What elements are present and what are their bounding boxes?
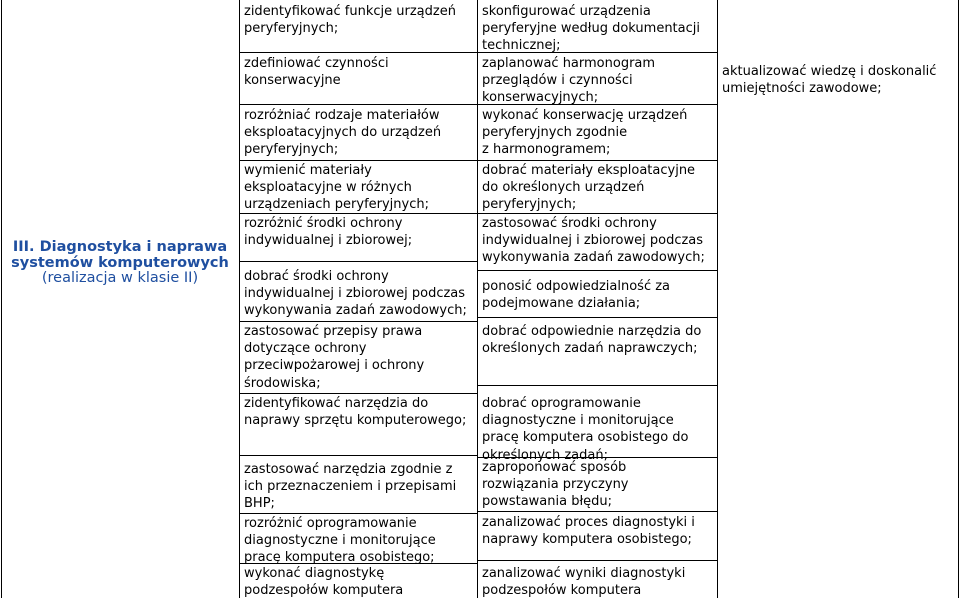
- knowledge-item: zdefiniować czynności konserwacyjne: [244, 56, 389, 89]
- row-divider: [239, 104, 477, 105]
- knowledge-item: wykonać diagnostykę podzespołów komputera: [244, 566, 404, 599]
- skill-item: dobrać materiały eksploatacyjne do określonych urządzeń peryferyjnych;: [482, 163, 696, 213]
- row-divider: [477, 385, 717, 386]
- row-divider: [239, 393, 477, 394]
- row-divider: [239, 321, 477, 322]
- row-divider: [239, 261, 477, 262]
- skill-item: ponosić odpowiedzialność za podejmowane działania;: [482, 279, 671, 312]
- knowledge-item: rozróżniać rodzaje materiałów eksploatacyjnych do urządzeń peryferyjnych;: [244, 108, 442, 158]
- row-divider: [239, 513, 477, 514]
- knowledge-item: zidentyfikować funkcje urządzeń peryferyjnych;: [244, 4, 456, 37]
- skill-item: zanalizować proces diagnostyki i naprawy komputera osobistego;: [482, 515, 695, 548]
- row-divider: [477, 160, 717, 161]
- skill-item: wykonać konserwację urządzeń peryferyjnych zgodnie z harmonogramem;: [482, 108, 688, 158]
- row-divider: [477, 270, 717, 271]
- row-divider: [239, 160, 477, 161]
- skill-item: dobrać oprogramowanie diagnostyczne i monitorujące pracę komputera osobistego do określonych zadań;: [482, 396, 689, 463]
- column-divider-3: [717, 0, 718, 598]
- knowledge-item: zidentyfikować narzędzia do naprawy sprzętu komputerowego;: [244, 396, 467, 429]
- skill-item: zastosować środki ochrony indywidualnej i zbiorowej podczas wykonywania zadań zawodowych;: [482, 216, 705, 266]
- knowledge-item: zastosować przepisy prawa dotyczące ochrony przeciwpożarowej i ochrony środowiska;: [244, 324, 425, 391]
- knowledge-item: dobrać środki ochrony indywidualnej i zbiorowej podczas wykonywania zadań zawodowych;: [244, 269, 467, 319]
- skill-item: zanalizować wyniki diagnostyki podzespołów komputera: [482, 566, 686, 599]
- section-title-line2: systemów komputerowych: [11, 254, 229, 271]
- skill-item: dobrać odpowiednie narzędzia do określonych zadań naprawczych;: [482, 324, 702, 357]
- row-divider: [477, 317, 717, 318]
- row-divider: [239, 455, 477, 456]
- table-border-right: [958, 0, 959, 598]
- skill-item: zaproponować sposób rozwiązania przyczyny powstawania błędu;: [482, 460, 629, 510]
- knowledge-item: wymienić materiały eksploatacyjne w różnych urządzeniach peryferyjnych;: [244, 163, 429, 213]
- skill-item: zaplanować harmonogram przeglądów i czynności konserwacyjnych;: [482, 56, 656, 106]
- skill-item: skonfigurować urządzenia peryferyjne według dokumentacji technicznej;: [482, 4, 700, 54]
- section-title-line3: (realizacja w klasie II): [41, 270, 199, 286]
- row-divider: [477, 560, 717, 561]
- row-divider: [477, 511, 717, 512]
- section-title: [2, 240, 238, 287]
- row-divider: [239, 52, 477, 53]
- knowledge-item: zastosować narzędzia zgodnie z ich przeznaczeniem i przepisami BHP;: [244, 462, 457, 512]
- attitude-item: aktualizować wiedzę i doskonalić umiejętności zawodowe;: [722, 64, 937, 97]
- column-divider-2: [477, 0, 478, 598]
- knowledge-item: rozróżnić oprogramowanie diagnostyczne i monitorujące pracę komputera osobistego;: [244, 516, 436, 566]
- table-border-left: [1, 0, 2, 598]
- knowledge-item: rozróżnić środki ochrony indywidualnej i zbiorowej;: [244, 216, 413, 249]
- section-title-line1: III. Diagnostyka i naprawa: [12, 239, 228, 255]
- column-divider-1: [239, 0, 240, 598]
